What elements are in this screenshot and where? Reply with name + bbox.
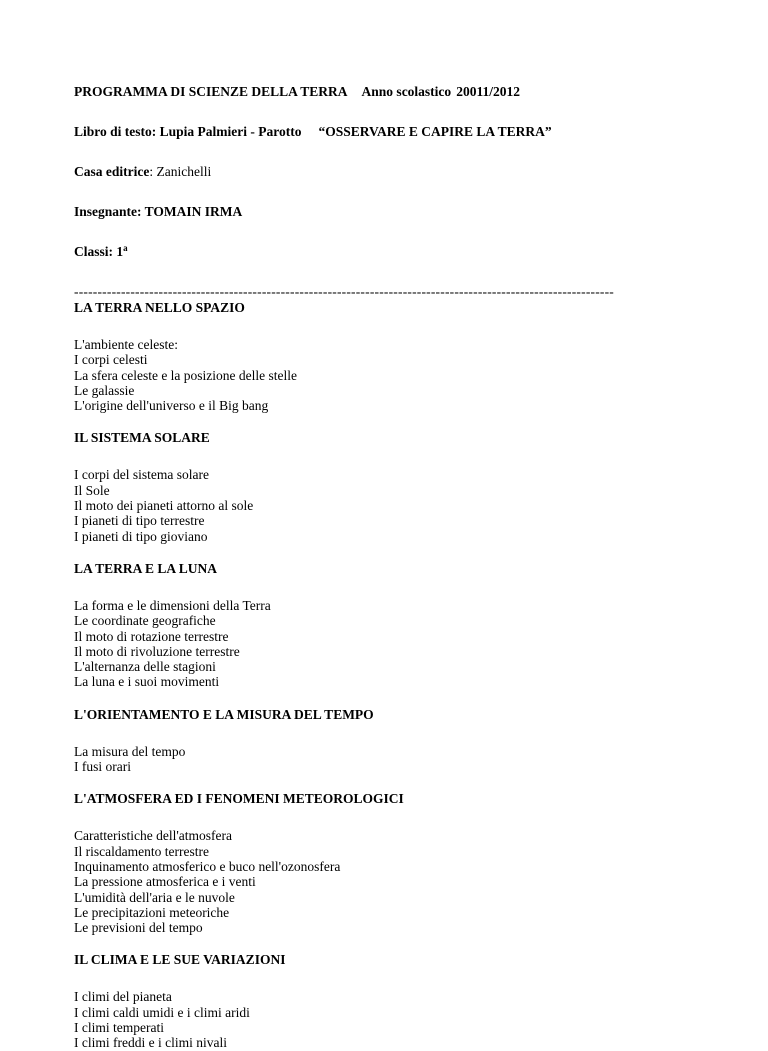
topic-item: Il moto dei pianeti attorno al sole	[74, 498, 254, 514]
topic-item: Il riscaldamento terrestre	[74, 843, 209, 859]
school-year-label: Anno scolastico	[361, 84, 452, 99]
topic-item: I climi freddi e i climi nivali	[74, 1035, 227, 1051]
topic-item: Inquinamento atmosferico e buco nell'ozonosfera	[74, 858, 341, 874]
topic-list	[74, 744, 734, 775]
topic-item: I corpi del sistema solare	[74, 467, 209, 483]
section-title: IL CLIMA E LE SUE VARIAZIONI	[74, 952, 286, 968]
topic-list	[74, 467, 734, 543]
school-year-value: 20011/2012	[456, 84, 520, 99]
teacher-line	[74, 204, 734, 220]
document-title-line	[74, 84, 734, 100]
section	[74, 300, 734, 413]
teacher-name: Insegnante: TOMAIN IRMA	[74, 204, 243, 219]
topic-item: Le coordinate geografiche	[74, 613, 216, 629]
topic-item: I pianeti di tipo gioviano	[74, 528, 208, 544]
publisher-label: Casa editrice	[74, 164, 150, 179]
topic-list	[74, 598, 734, 690]
topic-item: La luna e i suoi movimenti	[74, 674, 220, 690]
sections-container	[74, 300, 734, 1051]
section-title: LA TERRA E LA LUNA	[74, 560, 218, 576]
section-title: LA TERRA NELLO SPAZIO	[74, 300, 245, 315]
topic-item: L'origine dell'universo e il Big bang	[74, 398, 269, 414]
section-title: L'ATMOSFERA ED I FENOMENI METEOROLOGICI	[74, 791, 404, 807]
section	[74, 791, 734, 935]
document-title: PROGRAMMA DI SCIENZE DELLA TERRA	[74, 84, 348, 99]
topic-list	[74, 337, 734, 413]
topic-item: I climi del pianeta	[74, 989, 172, 1005]
topic-item: I fusi orari	[74, 759, 131, 775]
classes-label: Classi: 1	[74, 244, 124, 259]
topic-item: Caratteristiche dell'atmosfera	[74, 828, 232, 844]
topic-item: I climi temperati	[74, 1020, 164, 1036]
topic-item: La pressione atmosferica e i venti	[74, 874, 256, 890]
publisher-line	[74, 164, 734, 180]
textbook-line	[74, 124, 734, 140]
topic-list	[74, 828, 734, 935]
divider-line: -------------------------------------------------------------------------------------------------------------------	[74, 284, 614, 299]
topic-item: I pianeti di tipo terrestre	[74, 513, 205, 529]
classes-superscript: a	[123, 243, 128, 253]
section	[74, 952, 734, 1050]
topic-item: Le galassie	[74, 382, 135, 398]
classes-line	[74, 244, 734, 260]
publisher-value: : Zanichelli	[149, 164, 212, 179]
section	[74, 430, 734, 543]
topic-item: I climi caldi umidi e i climi aridi	[74, 1004, 250, 1020]
section-title: L'ORIENTAMENTO E LA MISURA DEL TEMPO	[74, 706, 374, 722]
topic-item: La forma e le dimensioni della Terra	[74, 597, 271, 613]
topic-list	[74, 989, 734, 1050]
topic-item: Le previsioni del tempo	[74, 920, 203, 936]
topic-item: Il moto di rivoluzione terrestre	[74, 643, 240, 659]
topic-item: Il moto di rotazione terrestre	[74, 628, 229, 644]
textbook-label: Libro di testo: Lupia Palmieri - Parotto	[74, 124, 302, 139]
topic-item: La misura del tempo	[74, 743, 186, 759]
topic-item: Il Sole	[74, 482, 110, 498]
topic-item: Le precipitazioni meteoriche	[74, 904, 230, 920]
topic-item: La sfera celeste e la posizione delle stelle	[74, 367, 298, 383]
section	[74, 561, 734, 690]
topic-item: I corpi celesti	[74, 352, 148, 368]
textbook-title: “OSSERVARE E CAPIRE LA TERRA”	[318, 124, 552, 139]
section-title: IL SISTEMA SOLARE	[74, 430, 210, 446]
topic-item: L'ambiente celeste:	[74, 337, 179, 352]
topic-item: L'alternanza delle stagioni	[74, 659, 216, 675]
topic-item: L'umidità dell'aria e le nuvole	[74, 889, 235, 905]
document-page	[74, 84, 734, 1051]
section	[74, 707, 734, 775]
